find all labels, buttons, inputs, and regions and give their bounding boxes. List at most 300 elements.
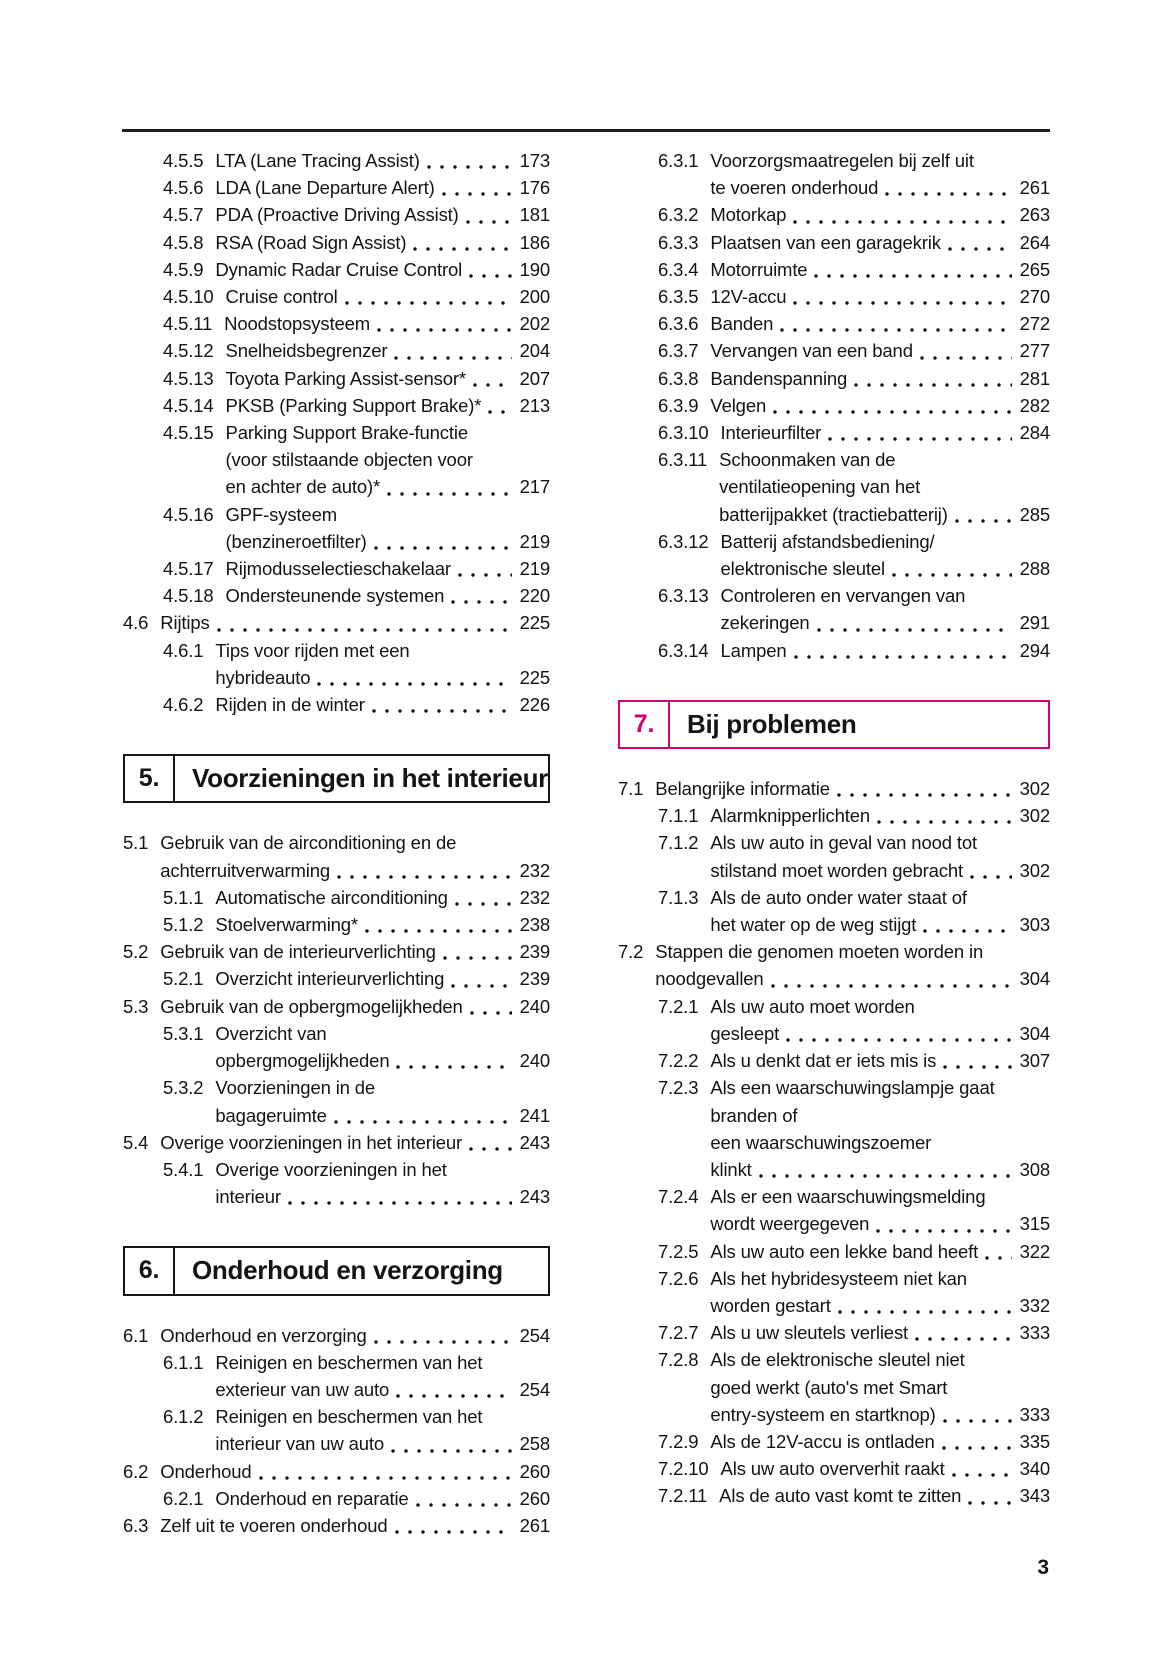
toc-entry-body [215, 965, 550, 992]
toc-entry-title: noodgevallen [655, 968, 764, 990]
toc-entry-page: 270 [1019, 286, 1050, 308]
chapter-title: Voorzieningen in het interieur [192, 763, 548, 794]
toc-entry-page: 281 [1019, 367, 1050, 389]
toc-entry-body [215, 1403, 550, 1457]
dot-leader [373, 528, 512, 555]
toc-entry-lastline [226, 365, 550, 392]
toc-entry-lastline [226, 555, 550, 582]
toc-entry-number: 4.6.2 [163, 694, 204, 716]
toc-entry [123, 174, 550, 201]
dot-leader [390, 1430, 512, 1457]
toc-entry-body [226, 365, 550, 392]
dot-leader [919, 337, 1012, 364]
toc-entry-number: 6.3.3 [658, 231, 699, 253]
toc-entry-page: 261 [1019, 177, 1050, 199]
toc-entry-page: 204 [519, 340, 550, 362]
toc-entry-number: 5.3.1 [163, 1022, 204, 1044]
toc-entry-title: Rijtips [160, 612, 210, 634]
dot-leader [941, 1428, 1012, 1455]
toc-entry [123, 310, 550, 337]
dot-leader [426, 147, 512, 174]
dot-leader [472, 365, 512, 392]
toc-entry-lastline [710, 392, 1050, 419]
toc-entry [123, 1322, 550, 1349]
chapter-title: Bij problemen [687, 708, 857, 739]
toc-entry-body [710, 884, 1050, 938]
toc-entry-page: 243 [519, 1186, 550, 1208]
toc-entry-body [710, 147, 1050, 201]
toc-entry-lastline [215, 1047, 550, 1074]
toc-entry-page: 254 [519, 1378, 550, 1400]
toc-entry-page: 240 [519, 995, 550, 1017]
toc-entry-lastline [226, 283, 550, 310]
toc-entry [618, 446, 1050, 528]
toc-entry-line: Als de elektronische sleutel niet [710, 1349, 965, 1371]
dot-leader [442, 938, 512, 965]
toc-entry [618, 884, 1050, 938]
toc-entry-number: 4.5.15 [163, 422, 214, 444]
toc-entry-number: 7.2.3 [658, 1077, 699, 1099]
toc-entry-body [710, 229, 1050, 256]
dot-leader [785, 1020, 1011, 1047]
toc-entry-number: 7.2 [618, 941, 644, 963]
toc-entry-lastline [710, 1319, 1050, 1346]
toc-entry-body [160, 1322, 550, 1349]
toc-entry-number: 6.1 [123, 1324, 149, 1346]
toc-entry-number: 6.1.2 [163, 1406, 204, 1428]
toc-entry-page: 264 [1019, 231, 1050, 253]
dot-leader [441, 174, 512, 201]
toc-entry [618, 1455, 1050, 1482]
dot-leader [394, 1512, 512, 1539]
toc-entry-body [160, 1129, 550, 1156]
toc-entry-number: 4.5.18 [163, 585, 214, 607]
toc-entry [123, 555, 550, 582]
toc-entry-lastline [710, 1292, 1050, 1319]
toc-entry-lastline [721, 1455, 1050, 1482]
toc-entry-page: 291 [1019, 612, 1050, 634]
dot-leader [942, 1401, 1012, 1428]
toc-entry-number: 6.3.1 [658, 150, 699, 171]
toc-entry-page: 238 [519, 914, 550, 936]
toc-entry-page: 220 [519, 585, 550, 607]
toc-entry-number: 4.5.17 [163, 558, 214, 580]
dot-leader [258, 1458, 512, 1485]
toc-entry-page: 239 [519, 968, 550, 990]
toc-entry-lastline [215, 965, 550, 992]
toc-entry-page: 173 [519, 150, 550, 171]
toc-entry-page: 239 [519, 941, 550, 963]
toc-entry-lastline [226, 528, 550, 555]
toc-entry [618, 1346, 1050, 1428]
toc-entry [123, 691, 550, 718]
toc-entry-lastline [710, 1020, 1050, 1047]
dot-leader [386, 473, 512, 500]
toc-entry-body [710, 1346, 1050, 1428]
toc-entry-title: gesleept [710, 1022, 780, 1044]
toc-entry-page: 265 [1019, 258, 1050, 280]
toc-entry-body [710, 283, 1050, 310]
toc-entry-body [655, 775, 1050, 802]
toc-entry [618, 1265, 1050, 1319]
toc-entry-body [215, 884, 550, 911]
toc-entry [618, 1047, 1050, 1074]
toc-entry [618, 337, 1050, 364]
toc-entry-body [224, 310, 550, 337]
toc-entry [123, 365, 550, 392]
toc-entry-line: Voorzorgsmaatregelen bij zelf uit [710, 150, 974, 171]
dot-leader [914, 1319, 1012, 1346]
dot-leader [373, 1322, 512, 1349]
dot-leader [884, 174, 1011, 201]
toc-entry-lastline [215, 911, 550, 938]
toc-entry-body [655, 938, 1050, 992]
toc-entry-title: PDA (Proactive Driving Assist) [215, 204, 459, 226]
toc-entry [618, 829, 1050, 883]
toc-entry-lastline [226, 582, 550, 609]
toc-entry-title: achterruitverwarming [160, 859, 331, 881]
toc-entry-page: 315 [1019, 1213, 1050, 1235]
toc-entry-title: Als u denkt dat er iets mis is [710, 1050, 937, 1072]
toc-entry-title: Overzicht interieurverlichting [215, 968, 445, 990]
toc-entry-page: 217 [519, 476, 550, 498]
toc-entry-body [215, 229, 550, 256]
toc-entry-body [160, 609, 550, 636]
toc-entry [123, 637, 550, 691]
toc-entry-lastline [160, 1129, 550, 1156]
toc-entry-title: Snelheidsbegrenzer [225, 340, 388, 362]
dot-leader [344, 283, 512, 310]
toc-entry-body [710, 1183, 1050, 1237]
toc-entry-body [710, 1319, 1050, 1346]
toc-entry-number: 6.3.6 [658, 313, 699, 335]
dot-leader [468, 256, 512, 283]
toc-entry-number: 7.1.3 [658, 886, 699, 908]
toc-entry-page: 304 [1019, 1022, 1050, 1044]
toc-entry-line: (voor stilstaande objecten voor [225, 449, 473, 471]
toc-entry-body [160, 1512, 550, 1539]
toc-entry-number: 6.3.9 [658, 394, 699, 416]
toc-entry-page: 285 [1019, 503, 1050, 525]
chapter-title: Onderhoud en verzorging [192, 1255, 503, 1286]
toc-entry-page: 272 [1019, 313, 1050, 335]
toc-entry-page: 226 [519, 694, 550, 716]
toc-entry [123, 993, 550, 1020]
toc-entry-line: Batterij afstandsbediening/ [720, 530, 935, 552]
toc-entry-body [215, 691, 550, 718]
toc-entry [618, 365, 1050, 392]
toc-entry-body [710, 1428, 1050, 1455]
toc-entry-page: 261 [519, 1514, 550, 1536]
toc-entry-title: Velgen [710, 394, 767, 416]
toc-entry-page: 243 [519, 1131, 550, 1153]
toc-entry-number: 7.2.6 [658, 1267, 699, 1289]
toc-entry [618, 1428, 1050, 1455]
toc-entry-title: Alarmknipperlichten [710, 805, 871, 827]
toc-entry [123, 911, 550, 938]
dot-leader [333, 1102, 512, 1129]
toc-entry-line: Reinigen en beschermen van het [215, 1351, 483, 1373]
toc-entry-page: 258 [519, 1433, 550, 1455]
dot-leader [984, 1238, 1011, 1265]
toc-entry [123, 147, 550, 174]
toc-entry-number: 4.5.5 [163, 150, 204, 171]
toc-entry-lastline [160, 857, 550, 884]
toc-entry-number: 7.1.2 [658, 832, 699, 854]
toc-entry [618, 1238, 1050, 1265]
toc-entry-lastline [710, 1401, 1050, 1428]
toc-entry-title: Dynamic Radar Cruise Control [215, 258, 463, 280]
toc-entry-page: 282 [1019, 394, 1050, 416]
toc-column-right [618, 147, 1050, 1510]
toc-entry-lastline [710, 1238, 1050, 1265]
toc-entry-number: 7.2.10 [658, 1458, 709, 1480]
toc-entry-lastline [160, 938, 550, 965]
toc-entry-body [710, 337, 1050, 364]
toc-entry-body [226, 555, 550, 582]
toc-entry-page: 263 [1019, 204, 1050, 226]
dot-leader [364, 911, 512, 938]
toc-entry-number: 7.2.9 [658, 1430, 699, 1452]
toc-entry [123, 938, 550, 965]
toc-entry [618, 1482, 1050, 1509]
toc-entry-page: 200 [519, 286, 550, 308]
toc-entry-number: 5.4 [123, 1131, 149, 1153]
dot-leader [792, 201, 1011, 228]
toc-entry-title: Bandenspanning [710, 367, 848, 389]
toc-entry-number: 7.2.5 [658, 1240, 699, 1262]
toc-entry-body [215, 1020, 550, 1074]
toc-entry-line: Als uw auto in geval van nood tot [710, 832, 977, 854]
toc-entry-number: 7.2.7 [658, 1322, 699, 1344]
toc-entry [123, 256, 550, 283]
chapter-number: 6. [125, 1248, 175, 1293]
toc-entry-body [721, 582, 1050, 636]
dot-leader [942, 1047, 1011, 1074]
toc-entry-body [215, 1156, 550, 1210]
toc-entry-lastline [710, 1210, 1050, 1237]
toc-entry-lastline [721, 637, 1050, 664]
toc-entry-lastline [710, 802, 1050, 829]
toc-entry-lastline [160, 609, 550, 636]
toc-entry-body [710, 310, 1050, 337]
toc-entry [618, 938, 1050, 992]
toc-entry-title: RSA (Road Sign Assist) [215, 231, 407, 253]
toc-entry-lastline [160, 993, 550, 1020]
toc-entry-title: entry-systeem en startknop) [710, 1403, 936, 1425]
toc-entry-body [710, 392, 1050, 419]
toc-entry-title: Cruise control [225, 286, 338, 308]
chapter-number: 5. [125, 756, 175, 801]
toc-entry [618, 993, 1050, 1047]
toc-entry-title: Als uw auto een lekke band heeft [710, 1240, 979, 1262]
toc-entry-body [710, 1238, 1050, 1265]
toc-entry-body [226, 419, 550, 501]
toc-entry-page: 343 [1019, 1485, 1050, 1507]
toc-entry-body [710, 365, 1050, 392]
toc-entry-lastline [215, 1376, 550, 1403]
toc-entry-lastline [710, 283, 1050, 310]
toc-entry-body [710, 256, 1050, 283]
toc-entry-title: Automatische airconditioning [215, 886, 448, 908]
dot-leader [770, 965, 1012, 992]
toc-entry-number: 5.4.1 [163, 1158, 204, 1180]
toc-entry-lastline [226, 473, 550, 500]
toc-entry-body [710, 1265, 1050, 1319]
toc-entry-number: 6.3.5 [658, 286, 699, 308]
toc-entry [123, 1512, 550, 1539]
toc-entry-number: 6.2 [123, 1460, 149, 1482]
toc-entry-body [710, 1074, 1050, 1183]
toc-entry-lastline [215, 664, 550, 691]
toc-entry-number: 4.5.13 [163, 367, 214, 389]
toc-entry-page: 294 [1019, 639, 1050, 661]
toc-entry [123, 1458, 550, 1485]
toc-column-left [123, 147, 550, 1539]
toc-entry-lastline [719, 501, 1050, 528]
toc-entry-line: branden of [710, 1104, 798, 1126]
toc-entry-title: Als uw auto oververhit raakt [720, 1458, 945, 1480]
toc-entry [123, 965, 550, 992]
toc-entry-lastline [655, 965, 1050, 992]
toc-entry-title: Belangrijke informatie [655, 778, 830, 800]
header-rule [122, 129, 1050, 132]
toc-entry-line: Parking Support Brake-functie [225, 422, 468, 444]
toc-entry [123, 1156, 550, 1210]
dot-leader [454, 884, 512, 911]
toc-entry [618, 392, 1050, 419]
toc-entry-number: 6.3.8 [658, 367, 699, 389]
toc-entry-number: 7.2.4 [658, 1186, 699, 1208]
toc-entry-line: Als het hybridesysteem niet kan [710, 1267, 967, 1289]
toc-entry-page: 288 [1019, 558, 1050, 580]
dot-leader [792, 283, 1011, 310]
toc-entry-lastline [655, 775, 1050, 802]
toc-entry-number: 5.3 [123, 995, 149, 1017]
toc-entry-lastline [710, 256, 1050, 283]
toc-entry-line: Overzicht van [215, 1022, 327, 1044]
toc-entry-number: 6.3 [123, 1514, 149, 1536]
toc-entry-body [160, 1458, 550, 1485]
toc-entry-body [710, 201, 1050, 228]
toc-entry-title: Zelf uit te voeren onderhoud [160, 1514, 388, 1536]
toc-entry-number: 6.3.4 [658, 258, 699, 280]
toc-entry-body [160, 993, 550, 1020]
toc-entry-number: 5.2 [123, 941, 149, 963]
toc-entry-lastline [721, 555, 1050, 582]
toc-entry-line: ventilatieopening van het [719, 476, 921, 498]
dot-leader [758, 1156, 1012, 1183]
toc-entry-title: Noodstopsysteem [224, 313, 370, 335]
toc-entry-page: 332 [1019, 1294, 1050, 1316]
dot-leader [336, 857, 512, 884]
toc-entry-lastline [226, 392, 550, 419]
chapter-heading [123, 1246, 550, 1295]
toc-entry-body [719, 446, 1050, 528]
toc-entry-title: hybrideauto [215, 666, 311, 688]
dot-leader [393, 337, 511, 364]
toc-entry [123, 392, 550, 419]
dot-leader [412, 229, 511, 256]
dot-leader [816, 609, 1012, 636]
toc-entry [618, 775, 1050, 802]
toc-entry [123, 1074, 550, 1128]
toc-entry-title: Lampen [720, 639, 787, 661]
toc-entry-number: 6.3.7 [658, 340, 699, 362]
toc-entry-page: 186 [519, 231, 550, 253]
toc-entry [123, 419, 550, 501]
toc-entry-title: Gebruik van de interieurverlichting [160, 941, 436, 963]
chapter-heading [618, 700, 1050, 749]
toc-entry-title: batterijpakket (tractiebatterij) [719, 503, 948, 525]
toc-entry-body [721, 419, 1050, 446]
toc-entry-body [226, 392, 550, 419]
toc-columns [123, 147, 1050, 1539]
toc-entry-number: 5.1 [123, 832, 149, 854]
dot-leader [875, 1210, 1011, 1237]
toc-entry-number: 4.5.6 [163, 177, 204, 199]
dot-leader [376, 310, 512, 337]
dot-leader [954, 501, 1012, 528]
toc-entry-page: 308 [1019, 1158, 1050, 1180]
toc-entry-number: 4.5.9 [163, 258, 204, 280]
toc-entry-body [710, 802, 1050, 829]
toc-entry-number: 6.3.2 [658, 204, 699, 226]
toc-entry-lastline [710, 1047, 1050, 1074]
page-number: 3 [1037, 1556, 1049, 1579]
toc-entry-title: PKSB (Parking Support Brake)* [225, 394, 482, 416]
toc-entry-page: 333 [1019, 1403, 1050, 1425]
toc-entry-title: opbergmogelijkheden [215, 1050, 390, 1072]
toc-entry-lastline [215, 229, 550, 256]
toc-entry-body [215, 1349, 550, 1403]
toc-entry-lastline [226, 337, 550, 364]
toc-entry-page: 335 [1019, 1430, 1050, 1452]
toc-entry-title: stilstand moet worden gebracht [710, 859, 963, 881]
toc-entry-page: 219 [519, 530, 550, 552]
toc-entry-number: 5.3.2 [163, 1077, 204, 1099]
toc-entry-title: Rijmodusselectieschakelaar [225, 558, 451, 580]
toc-entry-title: exterieur van uw auto [215, 1378, 390, 1400]
toc-entry-number: 7.2.1 [658, 995, 699, 1017]
toc-entry-page: 219 [519, 558, 550, 580]
toc-entry [123, 501, 550, 555]
toc-entry [618, 201, 1050, 228]
toc-entry-body [215, 911, 550, 938]
dot-leader [813, 256, 1011, 283]
toc-entry-lastline [710, 1156, 1050, 1183]
dot-leader [469, 993, 512, 1020]
toc-entry-line: Tips voor rijden met een [215, 639, 410, 661]
toc-entry-lastline [215, 201, 550, 228]
toc-entry-body [160, 829, 550, 883]
toc-entry-body [215, 637, 550, 691]
toc-entry-page: 302 [1019, 805, 1050, 827]
toc-entry-number: 7.1 [618, 778, 644, 800]
toc-entry [618, 419, 1050, 446]
toc-entry-page: 260 [519, 1460, 550, 1482]
dot-leader [216, 609, 512, 636]
dot-leader [487, 392, 511, 419]
toc-entry-title: Motorruimte [710, 258, 808, 280]
toc-entry-lastline [710, 1428, 1050, 1455]
toc-entry-body [215, 1485, 550, 1512]
toc-entry-number: 4.6 [123, 612, 149, 634]
dot-leader [779, 310, 1011, 337]
toc-entry-body [160, 938, 550, 965]
toc-entry-body [215, 174, 550, 201]
toc-entry-body [721, 637, 1050, 664]
